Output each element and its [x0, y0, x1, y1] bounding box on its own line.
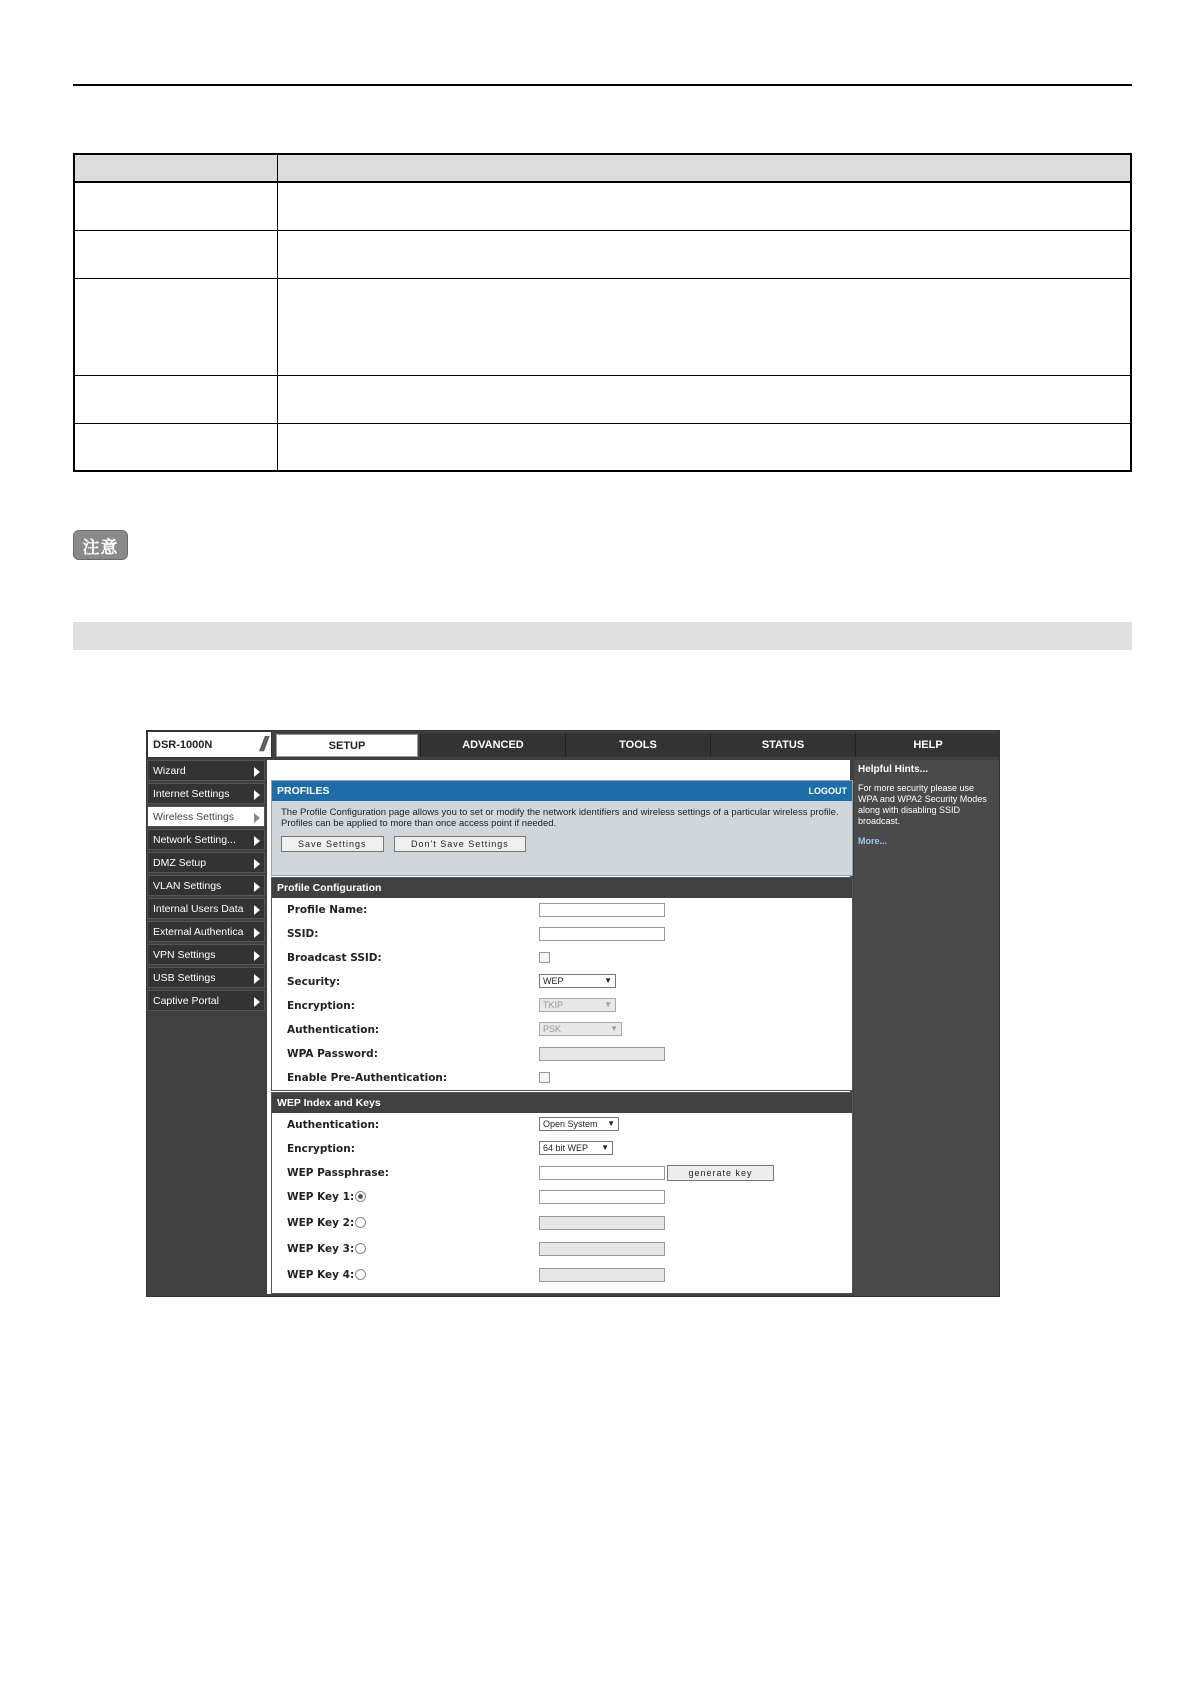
main-content — [267, 760, 850, 1294]
tab-status[interactable]: STATUS — [710, 733, 855, 757]
chevron-right-icon — [254, 859, 260, 869]
table-cell — [278, 375, 1132, 423]
sidebar-item-label: Wizard — [153, 764, 186, 777]
wpa-password-input[interactable] — [539, 1047, 665, 1061]
dropdown-arrow-icon: ▼ — [604, 976, 612, 985]
table-cell — [278, 230, 1132, 278]
security-select[interactable] — [539, 974, 616, 988]
form-row-security — [272, 970, 852, 994]
wep-key-2-radio[interactable] — [355, 1217, 366, 1228]
parameter-table — [73, 153, 1132, 472]
profiles-title: PROFILES — [277, 785, 330, 797]
wep-key-3-label: WEP Key 3: — [287, 1243, 355, 1255]
profile-name-input[interactable] — [539, 903, 665, 917]
logout-link[interactable]: LOGOUT — [808, 786, 847, 796]
save-settings-button[interactable]: Save Settings — [281, 836, 384, 852]
wep-key-4-input[interactable] — [539, 1268, 665, 1282]
chevron-right-icon — [254, 928, 260, 938]
profiles-button-row — [272, 829, 852, 857]
tab-tools[interactable]: TOOLS — [565, 733, 710, 757]
authentication-select[interactable] — [539, 1022, 622, 1036]
wpa-password-label: WPA Password: — [287, 1048, 378, 1060]
sidebar-item-label: VLAN Settings — [153, 879, 222, 892]
form-row-wep-passphrase — [272, 1161, 852, 1185]
sidebar-item-label: DMZ Setup — [153, 856, 207, 869]
ssid-label: SSID: — [287, 928, 319, 940]
note-badge: 注意 — [73, 530, 128, 560]
encryption-label: Encryption: — [287, 1000, 355, 1012]
help-text: For more security please use WPA and WPA2 Security Modes along with disabling SSID broadcast. — [858, 783, 987, 826]
table-cell — [74, 278, 278, 375]
sidebar-item-label: USB Settings — [153, 971, 216, 984]
form-row-profile-name — [272, 898, 852, 922]
encryption-select[interactable] — [539, 998, 616, 1012]
profiles-description: The Profile Configuration page allows you to set or modify the network identifiers and wireless settings of a particular wireless profile. Profiles can be applied to more than once access point if needed. — [281, 807, 839, 829]
wep-index-keys-panel — [271, 1092, 853, 1294]
logo-text: DSR-1000N — [153, 738, 213, 751]
wep-authentication-select[interactable] — [539, 1117, 619, 1131]
form-row-wep-key-1 — [272, 1185, 852, 1211]
wep-authentication-select-value: Open System — [543, 1119, 598, 1129]
sidebar-item-captive-portal[interactable] — [147, 990, 265, 1011]
table-cell — [278, 182, 1132, 230]
chevron-right-icon — [254, 767, 260, 777]
form-row-authentication — [272, 1018, 852, 1042]
broadcast-ssid-checkbox[interactable] — [539, 952, 550, 963]
table-header-cell — [74, 154, 278, 182]
profile-name-label: Profile Name: — [287, 904, 368, 916]
authentication-select-value: PSK — [543, 1024, 562, 1034]
sidebar-item-label: Captive Portal — [153, 994, 219, 1007]
wep-passphrase-label: WEP Passphrase: — [287, 1167, 389, 1179]
sidebar-item-network-setting[interactable] — [147, 829, 265, 850]
section-band — [73, 622, 1132, 650]
tab-setup[interactable]: SETUP — [276, 734, 418, 757]
form-row-ssid — [272, 922, 852, 946]
table-cell — [278, 423, 1132, 471]
dropdown-arrow-icon: ▼ — [604, 1000, 612, 1009]
sidebar-item-label: VPN Settings — [153, 948, 216, 961]
sidebar-item-label: External Authentica — [153, 925, 244, 938]
wep-encryption-label: Encryption: — [287, 1143, 355, 1155]
ssid-input[interactable] — [539, 927, 665, 941]
wep-key-4-radio[interactable] — [355, 1269, 366, 1280]
sidebar-item-label: Network Setting... — [153, 833, 236, 846]
dropdown-arrow-icon: ▼ — [607, 1119, 615, 1128]
dropdown-arrow-icon: ▼ — [610, 1024, 618, 1033]
form-row-broadcast-ssid — [272, 946, 852, 970]
product-logo — [147, 731, 272, 758]
sidebar-item-label: Internet Settings — [153, 787, 230, 800]
table-cell — [74, 423, 278, 471]
dropdown-arrow-icon: ▼ — [601, 1143, 609, 1152]
pre-authentication-label: Enable Pre-Authentication: — [287, 1072, 448, 1084]
wep-key-2-label: WEP Key 2: — [287, 1217, 355, 1229]
help-more-link[interactable]: More... — [858, 836, 888, 846]
tab-advanced[interactable]: ADVANCED — [420, 733, 565, 757]
pre-authentication-checkbox[interactable] — [539, 1072, 550, 1083]
encryption-select-value: TKIP — [543, 1000, 564, 1010]
wep-authentication-label: Authentication: — [287, 1119, 380, 1131]
wep-encryption-select-value: 64 bit WEP — [543, 1143, 589, 1153]
form-row-wep-encryption — [272, 1137, 852, 1161]
form-row-encryption — [272, 994, 852, 1018]
profiles-header — [272, 781, 852, 801]
form-row-wep-key-4 — [272, 1263, 852, 1289]
form-row-wep-authentication — [272, 1113, 852, 1137]
wep-key-1-radio[interactable] — [355, 1191, 366, 1202]
sidebar-item-label: Wireless Settings — [153, 810, 235, 823]
chevron-right-icon — [254, 997, 260, 1007]
sidebar-item-label: Internal Users Data — [153, 902, 244, 915]
sidebar-item-dmz-setup[interactable] — [147, 852, 265, 873]
sidebar — [147, 760, 265, 1013]
table-cell — [74, 182, 278, 230]
chevron-right-icon — [254, 882, 260, 892]
sidebar-item-usb-settings[interactable] — [147, 967, 265, 988]
help-title: Helpful Hints... — [858, 764, 928, 775]
router-ui-screenshot — [146, 730, 1000, 1297]
chevron-right-icon — [254, 836, 260, 846]
wep-index-keys-header: WEP Index and Keys — [272, 1093, 852, 1113]
profile-configuration-header: Profile Configuration — [272, 878, 852, 898]
wep-key-2-input[interactable] — [539, 1216, 665, 1230]
sidebar-item-external-authentication[interactable] — [147, 921, 265, 942]
security-select-value: WEP — [543, 976, 564, 986]
authentication-label: Authentication: — [287, 1024, 380, 1036]
broadcast-ssid-label: Broadcast SSID: — [287, 952, 382, 964]
wep-key-4-label: WEP Key 4: — [287, 1269, 355, 1281]
logo-slashes-icon: // — [259, 734, 265, 756]
chevron-right-icon — [254, 951, 260, 961]
chevron-right-icon — [254, 905, 260, 915]
top-rule — [73, 84, 1132, 86]
wep-passphrase-input[interactable] — [539, 1166, 665, 1180]
table-cell — [278, 278, 1132, 375]
table-cell — [74, 375, 278, 423]
table-header-cell — [278, 154, 1132, 182]
dont-save-settings-button[interactable]: Don't Save Settings — [394, 836, 526, 852]
wep-key-1-label: WEP Key 1: — [287, 1191, 355, 1203]
sidebar-item-vlan-settings[interactable] — [147, 875, 265, 896]
security-label: Security: — [287, 976, 341, 988]
wep-key-1-input[interactable] — [539, 1190, 665, 1204]
sidebar-item-wireless-settings[interactable] — [147, 806, 265, 827]
sidebar-item-vpn-settings[interactable] — [147, 944, 265, 965]
tab-help[interactable]: HELP — [855, 733, 1000, 757]
help-panel — [854, 760, 999, 1296]
wep-key-3-input[interactable] — [539, 1242, 665, 1256]
sidebar-item-internal-users-data[interactable] — [147, 898, 265, 919]
profiles-section — [271, 780, 853, 876]
sidebar-item-wizard[interactable] — [147, 760, 265, 781]
chevron-right-icon — [254, 813, 260, 823]
table-cell — [74, 230, 278, 278]
wep-key-3-radio[interactable] — [355, 1243, 366, 1254]
form-row-pre-authentication — [272, 1066, 852, 1090]
form-row-wep-key-3 — [272, 1237, 852, 1263]
sidebar-item-internet-settings[interactable] — [147, 783, 265, 804]
chevron-right-icon — [254, 790, 260, 800]
form-row-wep-key-2 — [272, 1211, 852, 1237]
generate-key-button[interactable]: generate key — [667, 1165, 774, 1181]
form-row-wpa-password — [272, 1042, 852, 1066]
profile-configuration-panel — [271, 877, 853, 1091]
wep-encryption-select[interactable] — [539, 1141, 613, 1155]
chevron-right-icon — [254, 974, 260, 984]
